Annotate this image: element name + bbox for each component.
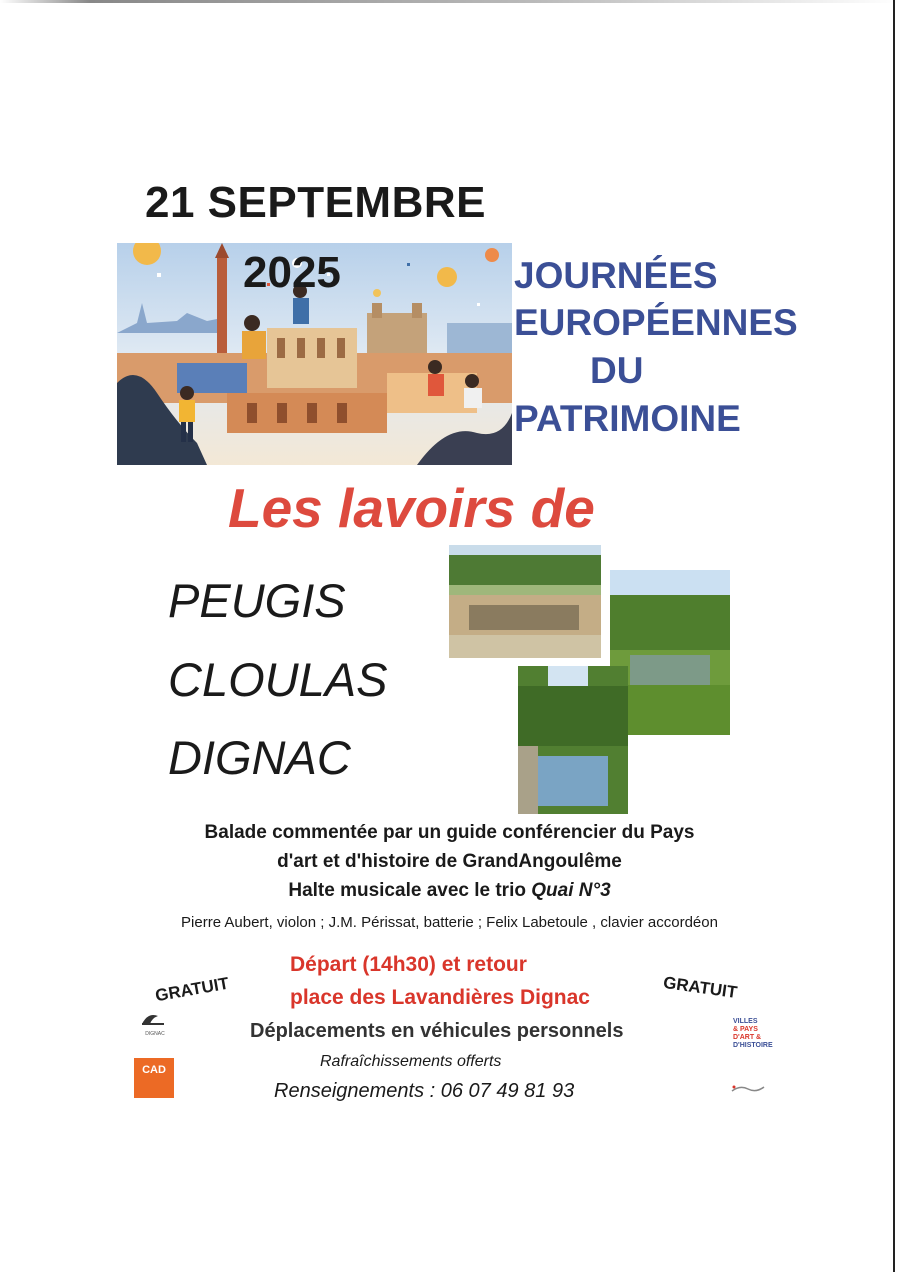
villes-line-1: VILLES [733, 1018, 758, 1025]
jep-line-2: EUROPÉENNES [514, 302, 798, 343]
jep-line-3: DU [590, 350, 644, 391]
jep-line-4: PATRIMOINE [514, 398, 741, 439]
grandangouleme-logo [730, 1082, 766, 1094]
description-line-3 [0, 880, 899, 902]
jep-line-1: JOURNÉES [514, 255, 718, 296]
free-label-right: GRATUIT [662, 972, 739, 1003]
scan-top-edge [0, 0, 899, 3]
transport-info: Déplacements en véhicules personnels [250, 1020, 624, 1042]
free-label-left: GRATUIT [153, 973, 231, 1006]
trio-name: Quai N°3 [531, 880, 611, 901]
lavoir-photo-1 [449, 545, 601, 658]
departure-line-2: place des Lavandières Dignac [290, 986, 590, 1009]
villes-art-histoire-logo [733, 1018, 773, 1050]
departure-line-1: Départ (14h30) et retour [290, 953, 527, 976]
contact-info: Renseignements : 06 07 49 81 93 [274, 1080, 575, 1102]
event-title: Les lavoirs de [228, 477, 595, 539]
description-line-2: d'art et d'histoire de GrandAngoulême [277, 851, 622, 872]
villes-line-3: D'ART & [733, 1034, 762, 1041]
lavoir-photo-2 [610, 570, 730, 735]
dignac-logo-text: DIGNAC [145, 1031, 165, 1037]
cad-logo-text: CAD [142, 1064, 166, 1076]
description-line-1: Balade commentée par un guide conférencier du Pays [204, 822, 695, 843]
date-heading: 21 SEPTEMBRE [145, 178, 486, 227]
lavoir-photo-3 [518, 666, 628, 814]
musicians-list: Pierre Aubert, violon ; J.M. Périssat, batterie ; Felix Labetoule , clavier accordéon [181, 914, 718, 931]
place-peugis: PEUGIS [168, 574, 346, 627]
cad-logo [134, 1058, 174, 1098]
place-cloulas: CLOULAS [168, 653, 388, 706]
date-year: 2025 [243, 248, 341, 297]
villes-line-2: & PAYS [733, 1026, 758, 1033]
villes-line-4: D'HISTOIRE [733, 1042, 773, 1049]
music-halt-text: Halte musicale avec le trio [288, 880, 532, 901]
refreshments-info: Rafraîchissements offerts [320, 1053, 502, 1070]
place-dignac: DIGNAC [168, 731, 351, 784]
scan-right-edge [893, 0, 895, 1272]
dignac-logo [138, 1012, 172, 1037]
